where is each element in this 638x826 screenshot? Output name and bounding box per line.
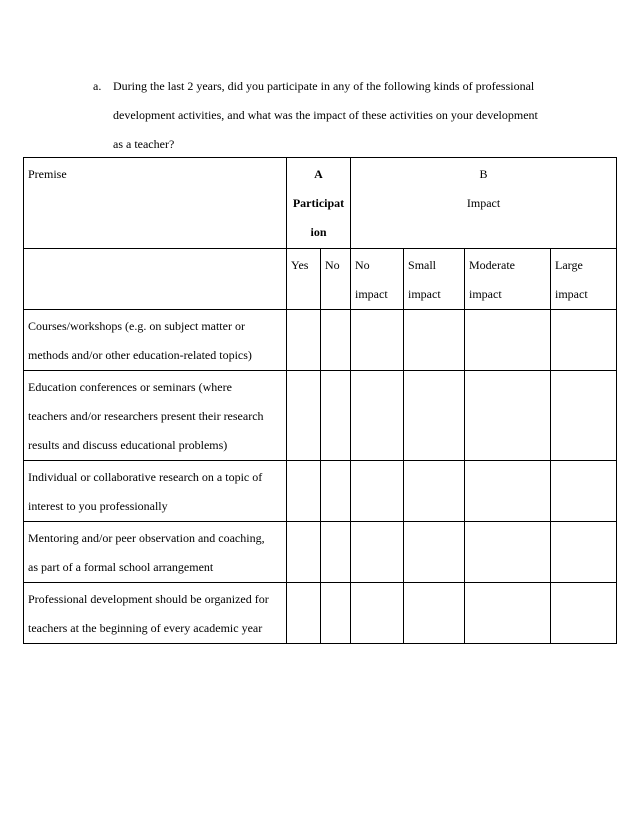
participation-label-2: ion <box>310 225 327 239</box>
premise-cell: Mentoring and/or peer observation and coaching, as part of a formal school arrangement <box>24 522 287 583</box>
question-line-3: as a teacher? <box>113 137 175 151</box>
answer-no-impact-cell[interactable] <box>351 371 404 461</box>
premise-cell: Education conferences or seminars (where teachers and/or researchers present their research results and discuss educational problems) <box>24 371 287 461</box>
answer-no-cell[interactable] <box>321 522 351 583</box>
table-row <box>24 310 617 371</box>
answer-moderate-impact-cell[interactable] <box>465 522 551 583</box>
question-line-2: development activities, and what was the impact of these activities on your development <box>113 108 538 122</box>
answer-yes-cell[interactable] <box>287 371 321 461</box>
answer-large-impact-cell[interactable] <box>551 310 617 371</box>
impact-label: Impact <box>466 196 501 210</box>
answer-yes-cell[interactable] <box>287 583 321 644</box>
answer-large-impact-cell[interactable] <box>551 583 617 644</box>
answer-no-impact-cell[interactable] <box>351 522 404 583</box>
answer-moderate-impact-cell[interactable] <box>465 310 551 371</box>
column-no-impact: No impact <box>351 249 404 310</box>
impact-header <box>351 158 617 249</box>
answer-no-cell[interactable] <box>321 461 351 522</box>
table-row <box>24 522 617 583</box>
header-row-options <box>24 249 617 310</box>
answer-no-cell[interactable] <box>321 583 351 644</box>
premise-header: Premise <box>24 158 287 249</box>
participation-header <box>287 158 351 249</box>
answer-no-impact-cell[interactable] <box>351 583 404 644</box>
answer-yes-cell[interactable] <box>287 461 321 522</box>
answer-small-impact-cell[interactable] <box>404 310 465 371</box>
question-marker: a. <box>93 79 102 93</box>
column-no: No <box>321 249 351 310</box>
question-line-1 <box>93 72 593 101</box>
answer-no-cell[interactable] <box>321 371 351 461</box>
participation-label-1: Participat <box>292 196 345 210</box>
answer-moderate-impact-cell[interactable] <box>465 583 551 644</box>
answer-small-impact-cell[interactable] <box>404 583 465 644</box>
answer-large-impact-cell[interactable] <box>551 461 617 522</box>
answer-large-impact-cell[interactable] <box>551 371 617 461</box>
answer-small-impact-cell[interactable] <box>404 371 465 461</box>
answer-no-impact-cell[interactable] <box>351 310 404 371</box>
column-moderate-impact: Moderate impact <box>465 249 551 310</box>
column-large-impact: Large impact <box>551 249 617 310</box>
answer-small-impact-cell[interactable] <box>404 522 465 583</box>
answer-small-impact-cell[interactable] <box>404 461 465 522</box>
header-row-groups <box>24 158 617 249</box>
answer-moderate-impact-cell[interactable] <box>465 371 551 461</box>
question-text-1: During the last 2 years, did you participate in any of the following kinds of professional <box>113 79 535 93</box>
column-small-impact: Small impact <box>404 249 465 310</box>
answer-no-cell[interactable] <box>321 310 351 371</box>
answer-no-impact-cell[interactable] <box>351 461 404 522</box>
premise-cell: Individual or collaborative research on a topic of interest to you professionally <box>24 461 287 522</box>
answer-yes-cell[interactable] <box>287 310 321 371</box>
table-row <box>24 583 617 644</box>
survey-question <box>93 72 593 159</box>
answer-large-impact-cell[interactable] <box>551 522 617 583</box>
survey-table <box>23 157 617 644</box>
premise-cell: Courses/workshops (e.g. on subject matter or methods and/or other education-related topics) <box>24 310 287 371</box>
participation-letter: A <box>314 167 323 181</box>
premise-cell: Professional development should be organized for teachers at the beginning of every academic year <box>24 583 287 644</box>
table-row <box>24 461 617 522</box>
impact-letter: B <box>479 167 488 181</box>
table-row <box>24 371 617 461</box>
premise-header-blank <box>24 249 287 310</box>
column-yes: Yes <box>287 249 321 310</box>
answer-moderate-impact-cell[interactable] <box>465 461 551 522</box>
answer-yes-cell[interactable] <box>287 522 321 583</box>
